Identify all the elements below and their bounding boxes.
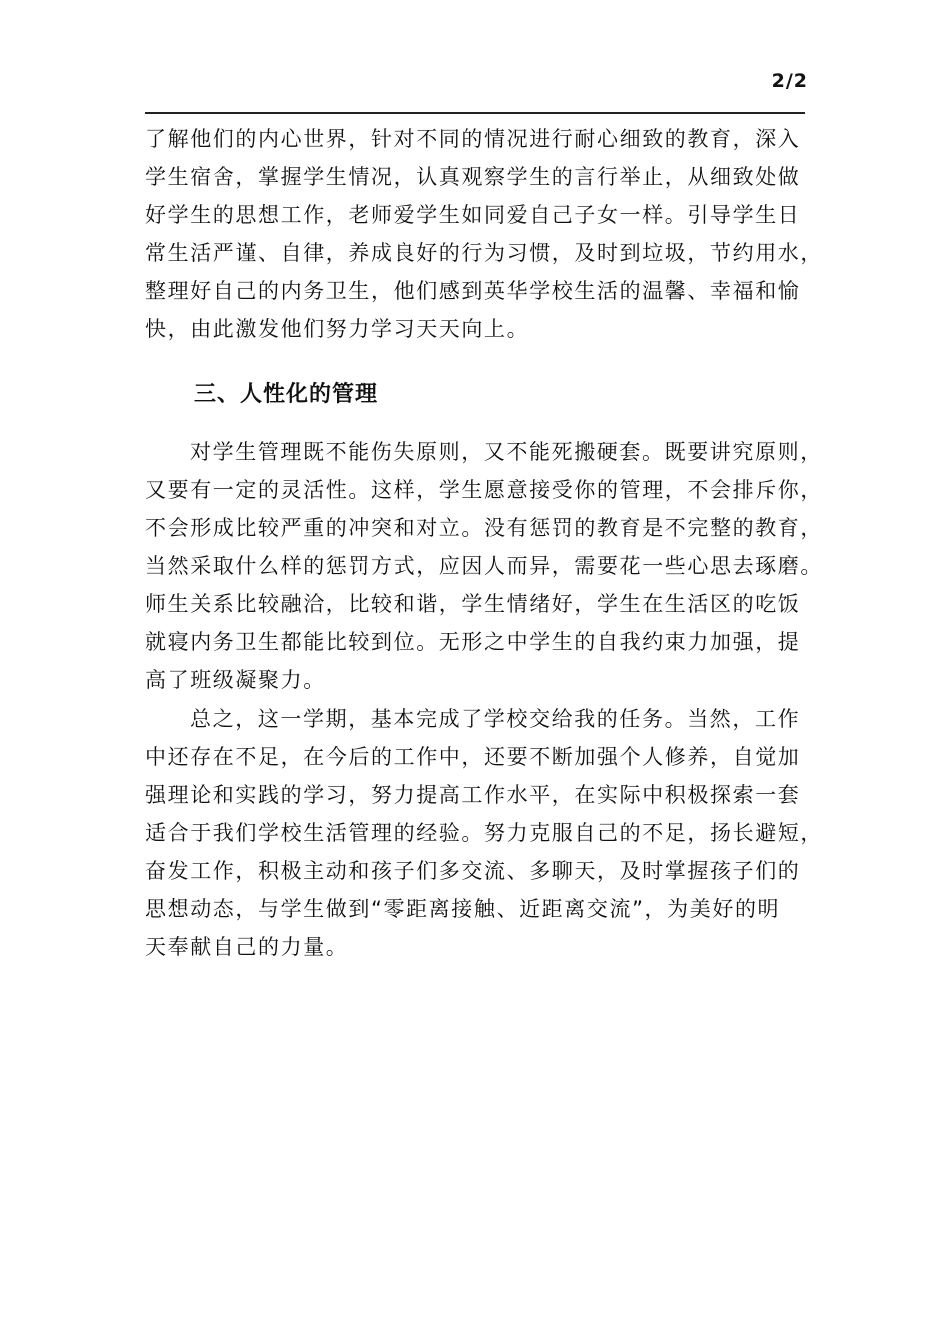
text-line: 快，由此激发他们努力学习天天向上。	[145, 317, 530, 341]
text-line: 奋发工作，积极主动和孩子们多交流、多聊天，及时掌握孩子们的	[145, 859, 801, 883]
text-line: 学生宿舍，掌握学生情况，认真观察学生的言行举止，从细致处做	[145, 165, 801, 189]
text-line: 师生关系比较融洽，比较和谐，学生情绪好，学生在生活区的吃饭	[145, 592, 801, 616]
text-line: 好学生的思想工作，老师爱学生如同爱自己子女一样。引导学生日	[145, 203, 801, 227]
text-line: 总之，这一学期，基本完成了学校交给我的任务。当然，工作	[190, 707, 801, 731]
text-line: 高了班级凝聚力。	[145, 668, 326, 692]
text-line: 就寝内务卫生都能比较到位。无形之中学生的自我约束力加强，提	[145, 630, 801, 654]
text-line: 强理论和实践的学习，努力提高工作水平，在实际中积极探索一套	[145, 783, 801, 807]
text-line: 对学生管理既不能伤失原则，又不能死搬硬套。既要讲究原则，	[190, 440, 823, 464]
text-line: 不会形成比较严重的冲突和对立。没有惩罚的教育是不完整的教育，	[145, 516, 823, 540]
text-line: 天奉献自己的力量。	[145, 935, 349, 959]
page-number: 2/2	[771, 70, 808, 92]
text-line: 了解他们的内心世界，针对不同的情况进行耐心细致的教育，深入	[145, 127, 801, 151]
text-line: 当然采取什么样的惩罚方式，应因人而异，需要花一些心思去琢磨。	[145, 554, 823, 578]
text-line: 常生活严谨、自律，养成良好的行为习惯，及时到垃圾，节约用水，	[145, 241, 823, 265]
section-heading: 三、人性化的管理	[194, 382, 379, 407]
text-line: 适合于我们学校生活管理的经验。努力克服自己的不足，扬长避短，	[145, 821, 823, 845]
text-line: 整理好自己的内务卫生，他们感到英华学校生活的温馨、幸福和愉	[145, 279, 801, 303]
text-line: 中还存在不足，在今后的工作中，还要不断加强个人修养，自觉加	[145, 745, 801, 769]
text-line: 又要有一定的灵活性。这样，学生愿意接受你的管理，不会排斥你，	[145, 478, 823, 502]
header-divider	[145, 112, 805, 114]
text-line: 思想动态，与学生做到“零距离接触、近距离交流”，为美好的明	[145, 897, 781, 921]
